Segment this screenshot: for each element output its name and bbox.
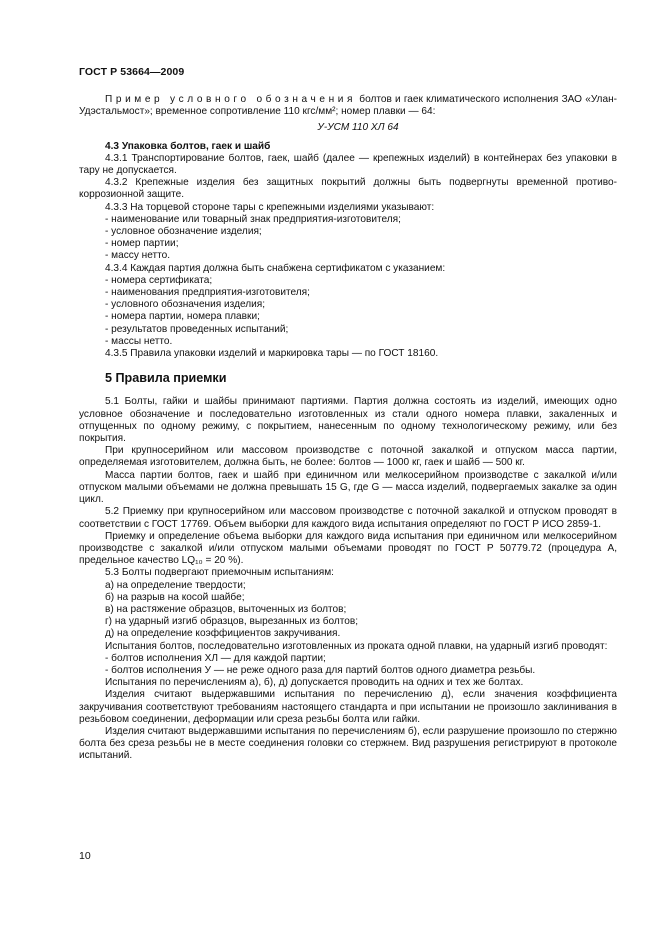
clause-5-1: 5.1 Болты, гайки и шайбы принимают партиями. Партия должна состоять из изделий, имеющих одно условное обозначение и последовательно изготовленных из стали одного номера плавки, закаленных и отпущенных по одному режиму, с покрытием, нанесенным по одному технологическому режиму, или без покрытия. bbox=[79, 396, 617, 445]
example-label: Пример условного обозначения bbox=[105, 94, 357, 105]
list-item: - наименования предприятия-изготовителя; bbox=[105, 287, 310, 299]
clause-4-3-2: 4.3.2 Крепежные изделия без защитных покрытий должны быть подвергнуты временной противокоррозионной защите. bbox=[79, 177, 617, 201]
example-text: болтов и гаек климатического исполнения ЗАО «Улан-Удэстальмост»; временное сопротивление 110 кгс/мм²; номер плавки — 64: bbox=[79, 94, 617, 118]
document-body bbox=[79, 94, 617, 763]
list-item: - болтов исполнения У — не реже одного раза для партий болтов одного диаметра резьбы. bbox=[105, 664, 536, 676]
page-number: 10 bbox=[79, 850, 91, 862]
clause-4-3-5: 4.3.5 Правила упаковки изделий и маркировка тары — по ГОСТ 18160. bbox=[105, 348, 439, 360]
list-item: - массу нетто. bbox=[105, 250, 171, 262]
list-item: - номера партии, номера плавки; bbox=[105, 311, 260, 323]
list-item: - условного обозначения изделия; bbox=[105, 299, 266, 311]
list-item: - номера сертификата; bbox=[105, 274, 213, 286]
list-item: - болтов исполнения ХЛ — для каждой партии; bbox=[105, 652, 326, 664]
clause-5-3: 5.3 Болты подвергают приемочным испытаниям: bbox=[105, 567, 334, 579]
clause-5-2: 5.2 Приемку при крупносерийном или массовом производстве с поточной закалкой и отпуском проводят в соответствии с ГОСТ 17769. Объем выборки для каждого вида испытания определяют по ГОСТ Р ИСО 2859-1. bbox=[79, 506, 617, 530]
clause-5-3-b: Испытания болтов, последовательно изготовленных из проката одной плавки, на ударный изгиб проводят: bbox=[105, 640, 608, 652]
document-code: ГОСТ Р 53664—2009 bbox=[79, 66, 185, 78]
example-paragraph bbox=[79, 94, 617, 118]
list-item: - массы нетто. bbox=[105, 335, 173, 347]
list-item: - результатов проведенных испытаний; bbox=[105, 323, 289, 335]
list-item: г) на ударный изгиб образцов, вырезанных из болтов; bbox=[105, 616, 359, 628]
list-item: д) на определение коэффициентов закручивания. bbox=[105, 628, 341, 640]
clause-5-3-c: Испытания по перечислениям а), б), д) допускается проводить на одних и тех же болтах. bbox=[105, 677, 524, 689]
clause-4-3-1: 4.3.1 Транспортирование болтов, гаек, шайб (далее — крепежных изделий) в контейнерах без упаковки в тару не допускается. bbox=[79, 152, 617, 177]
clause-5-3-e: Изделия считают выдержавшими испытания по перечислениям б), если разрушение произошло по стержню болта без среза резьбы не в месте соединения головки со стержнем. Вид разрушения регистрируют в протоколе испытаний. bbox=[79, 725, 617, 762]
example-designation: У-УСМ 110 ХЛ 64 bbox=[317, 122, 399, 134]
clause-4-3-4: 4.3.4 Каждая партия должна быть снабжена сертификатом с указанием: bbox=[105, 262, 446, 274]
list-item: - номер партии; bbox=[105, 238, 179, 250]
section-5-title: 5 Правила приемки bbox=[105, 371, 227, 386]
list-item: б) на разрыв на косой шайбе; bbox=[105, 591, 245, 603]
list-item: - условное обозначение изделия; bbox=[105, 226, 262, 238]
list-item: в) на растяжение образцов, выточенных из болтов; bbox=[105, 603, 347, 615]
list-item: - наименование или товарный знак предприятия-изготовителя; bbox=[105, 213, 401, 225]
clause-4-3-3: 4.3.3 На торцевой стороне тары с крепежными изделиями указывают: bbox=[105, 201, 435, 213]
list-item: а) на определение твердости; bbox=[105, 579, 246, 591]
clause-5-1-c: Масса партии болтов, гаек и шайб при единичном или мелкосерийном производстве с закалкой и/или отпуском малыми объемами не должна превышать 15 G, где G — масса изделий, подвергаемых закалке за один цикл. bbox=[79, 469, 617, 506]
clause-5-3-d: Изделия считают выдержавшими испытания по перечислению д), если значения коэффициента закручивания соответствуют требованиям настоящего стандарта и при испытании не произошло заклинивания в резьбовом соединении, деформации или среза резьбы болта или гайки. bbox=[79, 689, 617, 725]
clause-5-2-b: Приемку и определение объема выборки для каждого вида испытания при единичном или мелкосерийном производстве с закалкой и/или отпуском малыми объемами проводят по ГОСТ Р 50779.72 (процедура А, предельное качество LQ₁₀ = 20 %). bbox=[79, 530, 617, 567]
section-4-3-title: 4.3 Упаковка болтов, гаек и шайб bbox=[105, 140, 271, 152]
clause-5-1-b: При крупносерийном или массовом производстве с поточной закалкой и отпуском масса партии, определяемая изготовителем, должна быть, не более: болтов — 1000 кг, гаек и шайб — 500 кг. bbox=[79, 445, 617, 469]
